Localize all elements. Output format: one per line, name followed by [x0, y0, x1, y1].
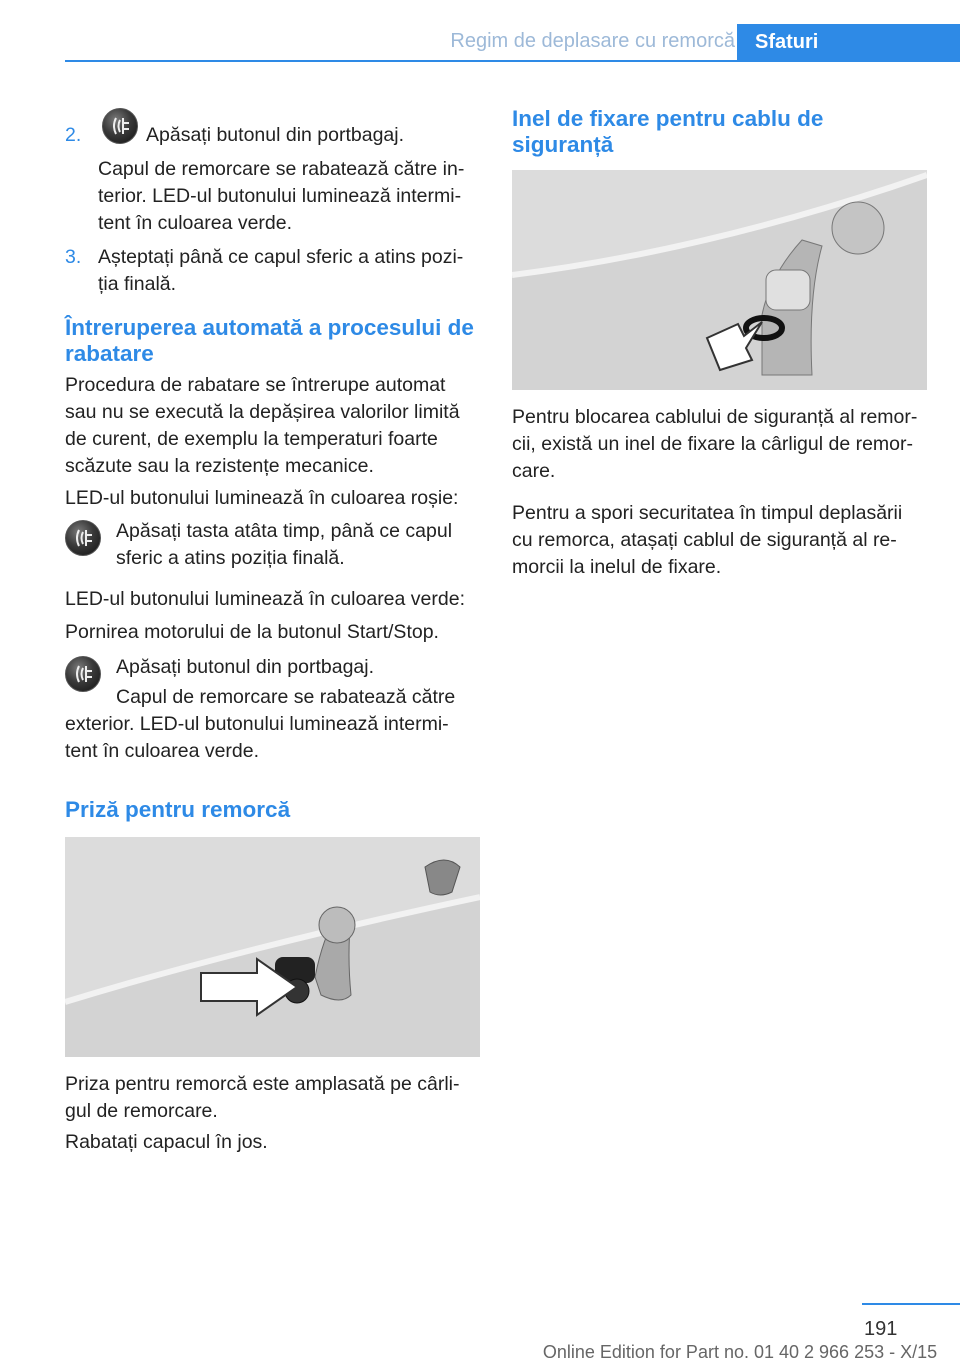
step-2-detail-line3: tent în culoarea verde. — [98, 212, 293, 234]
green-led-text: LED-ul butonului luminează în culoarea verde: — [65, 588, 465, 610]
auto-interrupt-heading-line2: rabatare — [65, 341, 154, 366]
step-2-number: 2. — [65, 124, 82, 146]
footer-edition: Online Edition for Part no. 01 40 2 966 253 - X/15 — [542, 1342, 938, 1362]
ring-heading-line1: Inel de fixare pentru cablu de — [512, 106, 824, 131]
auto-interrupt-heading-line1: Întreruperea automată a procesului de — [65, 315, 474, 340]
auto-interrupt-line2: sau nu se execută la depășirea valorilor limită — [65, 401, 460, 423]
header-tab — [737, 24, 960, 62]
socket-desc-line1: Priza pentru remorcă este amplasată pe cârli‐ — [65, 1073, 460, 1095]
ring-heading-line2: siguranță — [512, 132, 614, 157]
red-led-text: LED-ul butonului luminează în culoarea roșie: — [65, 487, 459, 509]
ring-para1-line1: Pentru blocarea cablului de siguranță al remor‐ — [512, 406, 918, 428]
ring-para1-line3: care. — [512, 460, 556, 482]
socket-heading: Priză pentru remorcă — [65, 797, 291, 822]
page-number: 191 — [864, 1318, 898, 1340]
auto-interrupt-line4: scăzute sau la rezistențe mecanice. — [65, 455, 374, 477]
step-3-line1: Așteptați până ce capul sferic a atins pozi‐ — [98, 246, 464, 268]
step-3-line2: ția finală. — [98, 273, 177, 295]
auto-interrupt-line1: Procedura de rabatare se întrerupe automat — [65, 374, 446, 396]
step-2-detail-line1: Capul de remorcare se rabatează către in‐ — [98, 158, 465, 180]
tailgate-button-icon — [102, 108, 138, 144]
trailer-socket-illustration — [65, 837, 480, 1057]
footer-rule — [862, 1303, 960, 1305]
start-engine-text: Pornirea motorului de la butonul Start/Stop. — [65, 621, 439, 643]
swing-out-line2: exterior. LED-ul butonului luminează intermi‐ — [65, 713, 449, 735]
tailgate-button-icon — [65, 520, 101, 556]
step-3-number: 3. — [65, 246, 82, 268]
ring-para2-line3: morcii la inelul de fixare. — [512, 556, 722, 578]
header-tab-label: Sfaturi — [755, 31, 819, 53]
socket-desc-line2: gul de remorcare. — [65, 1100, 218, 1122]
safety-cable-ring-illustration — [512, 170, 927, 390]
socket-fold-text: Rabatați capacul în jos. — [65, 1131, 268, 1153]
step-2-detail-line2: terior. LED-ul butonului luminează intermi‐ — [98, 185, 462, 207]
ring-para2-line2: cu remorca, atașați cablul de siguranță al re‐ — [512, 529, 897, 551]
swing-out-line3: tent în culoarea verde. — [65, 740, 260, 762]
press-trunk-text: Apăsați butonul din portbagaj. — [116, 656, 375, 678]
ring-para2-line1: Pentru a spori securitatea în timpul deplasării — [512, 502, 903, 524]
tailgate-button-icon — [65, 656, 101, 692]
header-section-title: Regim de deplasare cu remorcă — [450, 30, 735, 52]
step-2-text: Apăsați butonul din portbagaj. — [146, 124, 405, 146]
press-tip-line2: sferic a atins poziția finală. — [116, 547, 345, 569]
swing-out-line1: Capul de remorcare se rabatează către — [116, 686, 456, 708]
auto-interrupt-line3: de curent, de exemplu la temperaturi foarte — [65, 428, 438, 450]
press-tip-line1: Apăsați tasta atâta timp, până ce capul — [116, 520, 453, 542]
ring-para1-line2: cii, există un inel de fixare la cârligul de remor‐ — [512, 433, 914, 455]
